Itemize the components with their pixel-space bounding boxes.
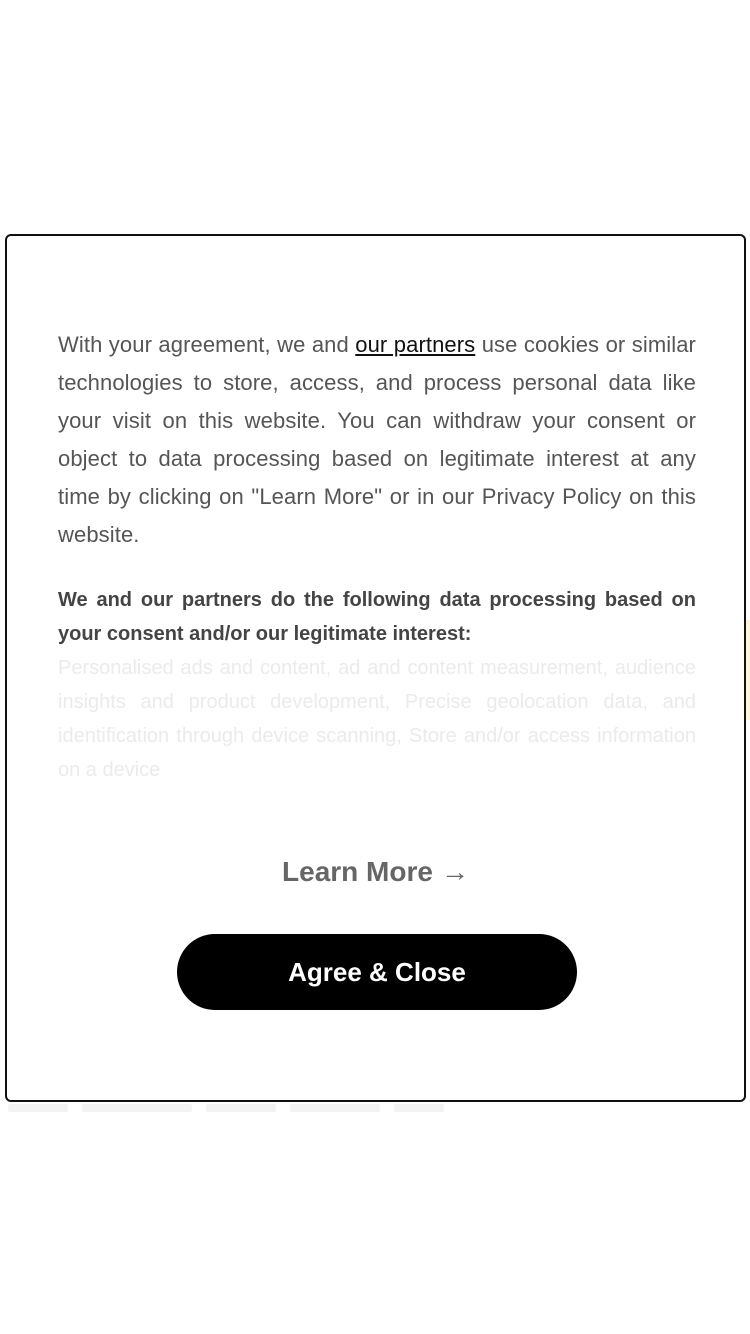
purposes-heading: We and our partners do the following data processing based on your consent and/or our legitimate interest: xyxy=(58,589,696,645)
background-content-strip xyxy=(8,1104,528,1114)
consent-text-body: use cookies or similar technologies to store, access, and process personal data like your visit on this website. You can withdraw your consent or object to data processing based on legitimate interest at any time by clicking on "Learn More" or in our Privacy Policy on this website. xyxy=(58,332,696,547)
cookie-consent-dialog xyxy=(5,234,746,1102)
consent-description xyxy=(58,326,696,554)
our-partners-link[interactable]: our partners xyxy=(355,332,476,357)
consent-text-intro: With your agreement, we and xyxy=(58,332,356,357)
learn-more-label: Learn More xyxy=(282,856,433,887)
arrow-right-icon: → xyxy=(440,856,469,887)
agree-close-button[interactable]: Agree & Close xyxy=(177,934,577,1010)
learn-more-link[interactable] xyxy=(7,856,744,888)
background-content xyxy=(746,620,750,720)
purposes-list: Personalised ads and content, ad and content measurement, audience insights and product development, Precise geolocation data, and identification through device scanning, Store and/or access information on a device xyxy=(58,657,696,781)
